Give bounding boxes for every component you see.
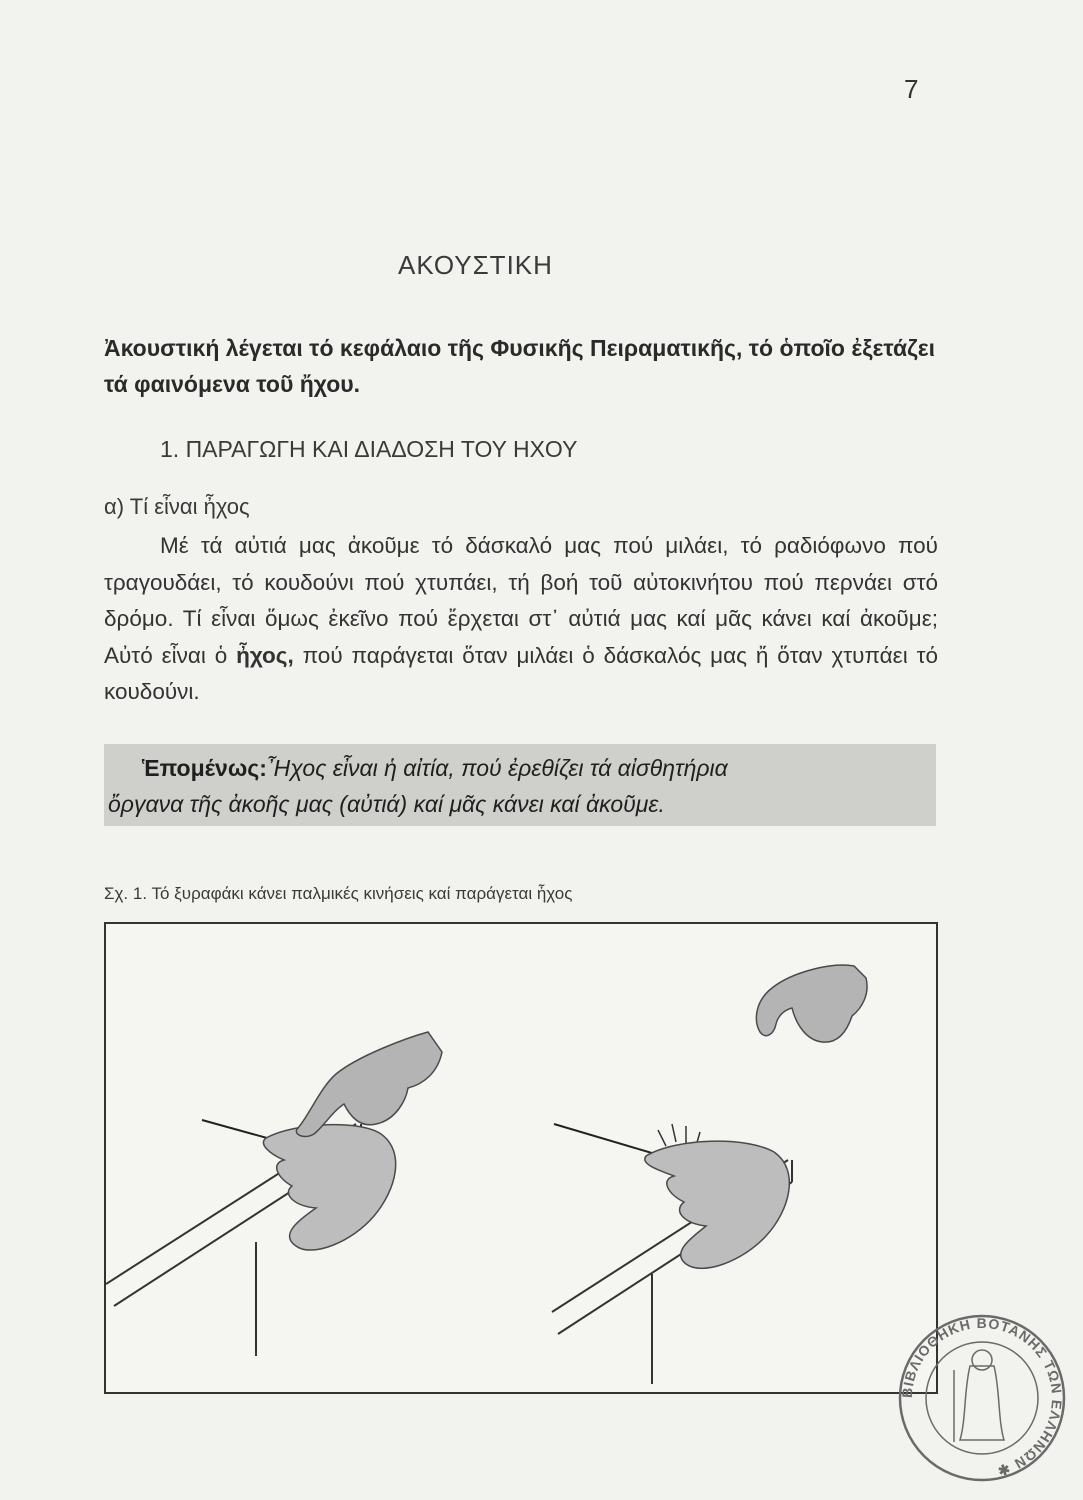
right-holding-hand [645, 1141, 790, 1268]
keyword-sound: ἦχος, [236, 642, 294, 668]
definition-text: Ἀκουστική λέγεται τό κεφάλαιο τῆς Φυσικῆς Πειραματικῆς, τό ὁποῖο ἐξετάζει τά φαινόμενα τοῦ ἤχου. [104, 335, 936, 397]
paragraph-text-start: Μέ τά αὐτιά μας ἀκοῦμε τό δάσκαλό μας πού μιλάει, τό ραδιόφωνο πού τραγουδάει, τό κουδούνι πού χτυπάει, τή βοή τοῦ αὐτοκινήτου πού περνάει στό δρόμο. Τί εἶναι ὅμως ἐκεῖνο πού ἔρχεται στ᾽ αὐτιά μας καί μᾶς κάνει καί ἀκοῦμε; Αὐτό εἶναι ὁ [104, 533, 938, 668]
chapter-title: ΑΚΟΥΣΤΙΚΗ [398, 250, 553, 280]
left-plucking-hand [296, 1032, 442, 1136]
figure-illustration [104, 922, 938, 1394]
right-razor-blade [554, 1124, 662, 1156]
right-released-hand [756, 965, 867, 1042]
left-holding-hand [263, 1125, 395, 1250]
paragraph-text-end: πού παράγεται ὅταν μιλάει ὁ δάσκαλός μας ἤ ὅταν χτυπάει τό κουδούνι. [104, 642, 938, 704]
conclusion-line-1 [142, 750, 932, 786]
svg-text:ΒΙΒΛΙΟΘΗΚΗ ΒΟΤΑΝΗΣ ΤΩΝ ΕΛΛΗΝΩΝ: ΒΙΒΛΙΟΘΗΚΗ ΒΟΤΑΝΗΣ ΤΩΝ ΕΛΛΗΝΩΝ ✱ [898, 1314, 1066, 1480]
page-number: 7 [904, 74, 919, 104]
section-heading: 1. ΠΑΡΑΓΩΓΗ ΚΑΙ ΔΙΑΔΟΣΗ ΤΟΥ ΗΧΟΥ [160, 436, 578, 462]
subsection-heading: α) Τί εἶναι ἦχος [104, 494, 250, 519]
conclusion-text-2: ὄργανα τῆς ἀκοῆς μας (αὐτιά) καί μᾶς κάνει καί ἀκοῦμε. [108, 791, 665, 817]
conclusion-text-1: Ἦχος εἶναι ἡ αἰτία, πού ἐρεθίζει τά αἰσθητήρια [266, 755, 728, 781]
body-paragraph [104, 528, 938, 711]
razor-blade-vibration-drawing [106, 924, 936, 1392]
conclusion-box [104, 744, 936, 826]
figure-caption: Σχ. 1. Τό ξυραφάκι κάνει παλμικές κινήσεις καί παράγεται ἦχος [104, 884, 573, 903]
library-stamp-seal [894, 1310, 1070, 1486]
conclusion-label: Ἑπομένως: [142, 755, 267, 781]
